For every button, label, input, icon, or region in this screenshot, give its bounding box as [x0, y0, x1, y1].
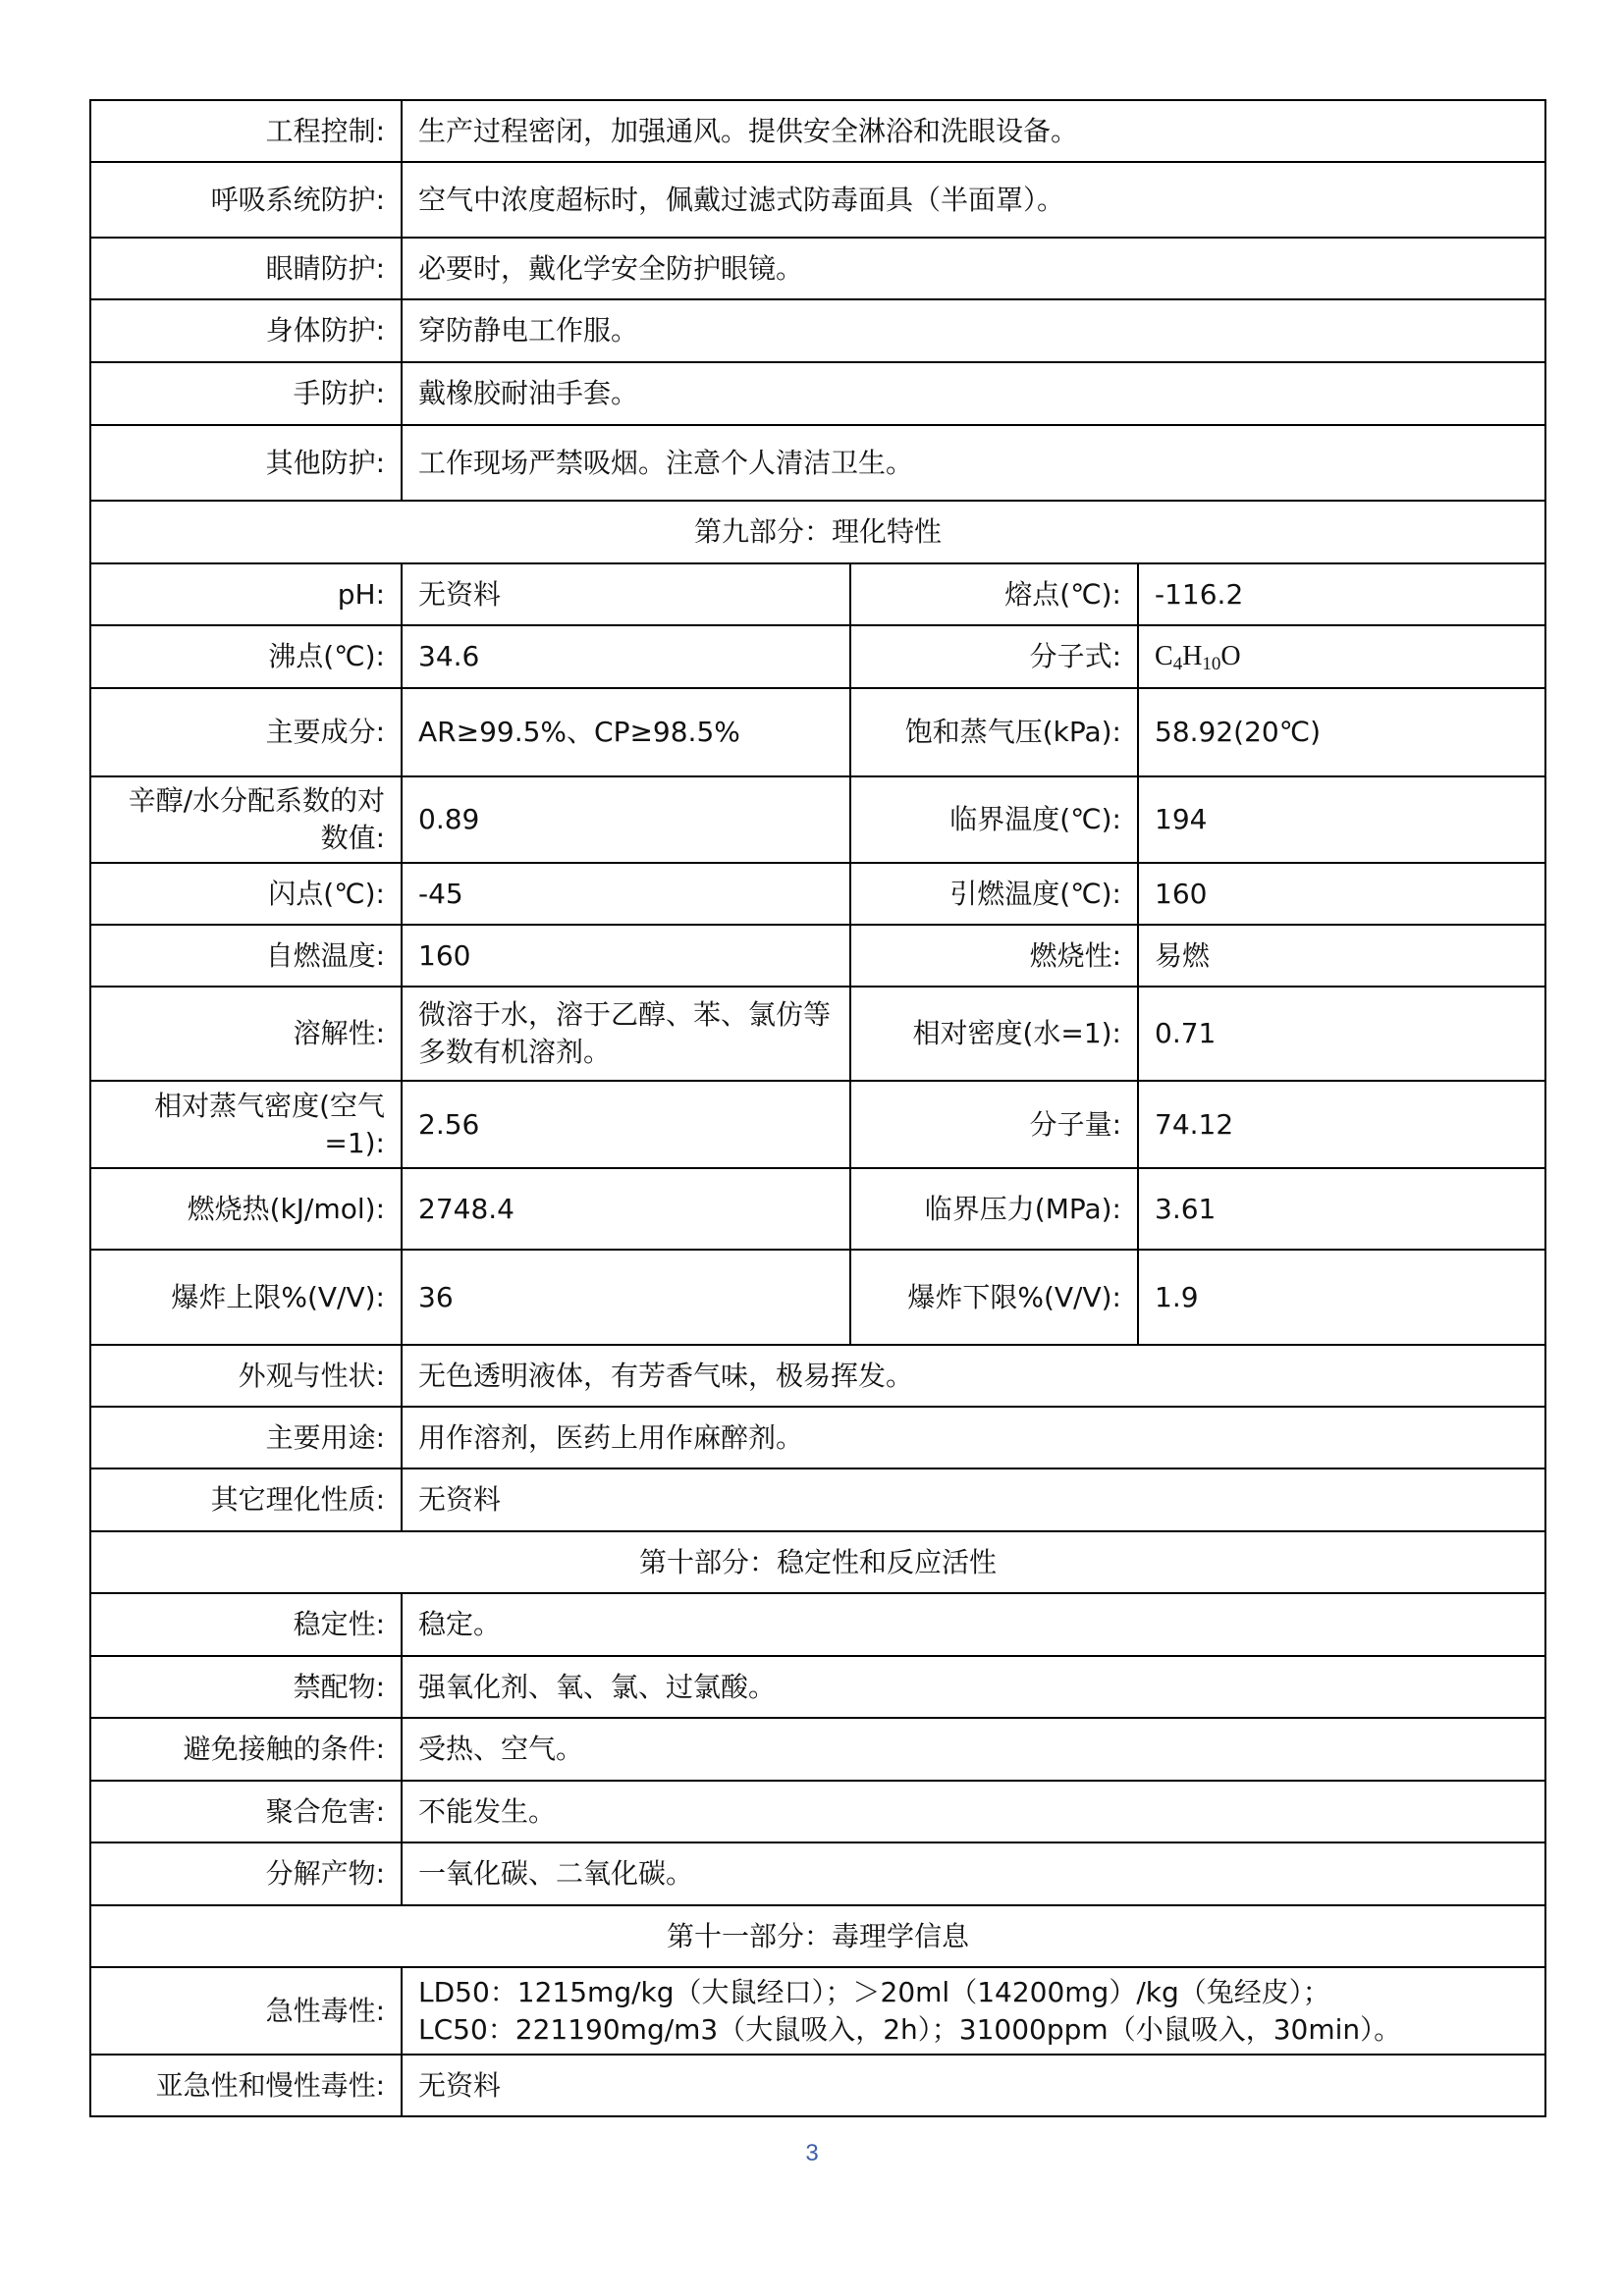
label-lower-explosive-limit: 爆炸下限%(V/V): — [850, 1250, 1138, 1345]
label-polymerization-hazard: 聚合危害: — [90, 1781, 402, 1842]
row-combustion-critical-pressure — [90, 1168, 1545, 1250]
value-engineering-control: 生产过程密闭，加强通风。提供安全淋浴和洗眼设备。 — [402, 100, 1545, 162]
row-stability — [90, 1593, 1545, 1656]
value-main-use: 用作溶剂，医药上用作麻醉剂。 — [402, 1407, 1545, 1468]
label-melting-point: 熔点(℃): — [850, 563, 1138, 625]
row-polymerization-hazard — [90, 1781, 1545, 1842]
label-flash-point: 闪点(℃): — [90, 863, 402, 925]
label-appearance: 外观与性状: — [90, 1345, 402, 1407]
row-decomposition-products — [90, 1842, 1545, 1905]
label-main-use: 主要用途: — [90, 1407, 402, 1468]
label-subchronic-toxicity: 亚急性和慢性毒性: — [90, 2055, 402, 2116]
row-subchronic-toxicity — [90, 2055, 1545, 2116]
label-main-components: 主要成分: — [90, 688, 402, 776]
value-avoid-conditions: 受热、空气。 — [402, 1718, 1545, 1781]
value-eye-protection: 必要时，戴化学安全防护眼镜。 — [402, 238, 1545, 299]
value-upper-explosive-limit: 36 — [402, 1250, 850, 1345]
acute-toxicity-ld50: LD50：1215mg/kg（大鼠经口）；＞20ml（14200mg）/kg（兔经皮）； — [418, 1975, 1330, 2008]
row-solubility-density — [90, 987, 1545, 1081]
value-hand-protection: 戴橡胶耐油手套。 — [402, 362, 1545, 425]
value-respiratory-protection: 空气中浓度超标时，佩戴过滤式防毒面具（半面罩）。 — [402, 162, 1545, 238]
row-logkow-critical-temp — [90, 776, 1545, 863]
msds-table — [89, 99, 1546, 2117]
label-relative-density: 相对密度(水=1): — [850, 987, 1138, 1081]
label-respiratory-protection: 呼吸系统防护: — [90, 162, 402, 238]
value-acute-toxicity — [402, 1967, 1545, 2055]
value-ph: 无资料 — [402, 563, 850, 625]
label-acute-toxicity: 急性毒性: — [90, 1967, 402, 2055]
value-relative-density: 0.71 — [1138, 987, 1545, 1081]
value-flammability: 易燃 — [1138, 925, 1545, 987]
label-upper-explosive-limit: 爆炸上限%(V/V): — [90, 1250, 402, 1345]
value-decomposition-products: 一氧化碳、二氧化碳。 — [402, 1842, 1545, 1905]
value-vapor-density: 2.56 — [402, 1081, 850, 1168]
value-body-protection: 穿防静电工作服。 — [402, 299, 1545, 362]
label-flammability: 燃烧性: — [850, 925, 1138, 987]
row-hand-protection — [90, 362, 1545, 425]
page-number: 3 — [805, 2140, 819, 2166]
value-critical-pressure: 3.61 — [1138, 1168, 1545, 1250]
row-explosive-limits — [90, 1250, 1545, 1345]
row-components-vapor-pressure — [90, 688, 1545, 776]
label-ph: pH: — [90, 563, 402, 625]
section11-title: 第十一部分：毒理学信息 — [90, 1905, 1545, 1967]
row-other-protection — [90, 425, 1545, 501]
row-body-protection — [90, 299, 1545, 362]
label-body-protection: 身体防护: — [90, 299, 402, 362]
value-polymerization-hazard: 不能发生。 — [402, 1781, 1545, 1842]
value-autoignition-temperature: 160 — [402, 925, 850, 987]
row-avoid-conditions — [90, 1718, 1545, 1781]
value-stability: 稳定。 — [402, 1593, 1545, 1656]
row-main-use — [90, 1407, 1545, 1468]
value-lower-explosive-limit: 1.9 — [1138, 1250, 1545, 1345]
value-incompatible-materials: 强氧化剂、氧、氯、过氯酸。 — [402, 1656, 1545, 1718]
value-solubility: 微溶于水，溶于乙醇、苯、氯仿等多数有机溶剂。 — [402, 987, 850, 1081]
value-molecular-weight: 74.12 — [1138, 1081, 1545, 1168]
section9-title: 第九部分：理化特性 — [90, 501, 1545, 563]
label-hand-protection: 手防护: — [90, 362, 402, 425]
label-ignition-temperature: 引燃温度(℃): — [850, 863, 1138, 925]
value-subchronic-toxicity: 无资料 — [402, 2055, 1545, 2116]
value-other-properties: 无资料 — [402, 1468, 1545, 1531]
label-molecular-formula: 分子式: — [850, 625, 1138, 688]
label-engineering-control: 工程控制: — [90, 100, 402, 162]
acute-toxicity-lc50: LC50：221190mg/m3（大鼠吸入，2h）；31000ppm（小鼠吸入，30min）。 — [418, 2012, 1402, 2046]
label-log-kow: 辛醇/水分配系数的对数值: — [90, 776, 402, 863]
label-boiling-point: 沸点(℃): — [90, 625, 402, 688]
row-acute-toxicity — [90, 1967, 1545, 2055]
label-heat-of-combustion: 燃烧热(kJ/mol): — [90, 1168, 402, 1250]
value-ignition-temperature: 160 — [1138, 863, 1545, 925]
label-critical-pressure: 临界压力(MPa): — [850, 1168, 1138, 1250]
label-other-properties: 其它理化性质: — [90, 1468, 402, 1531]
value-boiling-point: 34.6 — [402, 625, 850, 688]
label-vapor-pressure: 饱和蒸气压(kPa): — [850, 688, 1138, 776]
row-incompatible-materials — [90, 1656, 1545, 1718]
value-melting-point: -116.2 — [1138, 563, 1545, 625]
row-flash-ignition — [90, 863, 1545, 925]
row-appearance — [90, 1345, 1545, 1407]
label-incompatible-materials: 禁配物: — [90, 1656, 402, 1718]
label-solubility: 溶解性: — [90, 987, 402, 1081]
section9-header-row — [90, 501, 1545, 563]
row-autoignition-flammability — [90, 925, 1545, 987]
row-eye-protection — [90, 238, 1545, 299]
section11-header-row — [90, 1905, 1545, 1967]
value-heat-of-combustion: 2748.4 — [402, 1168, 850, 1250]
label-decomposition-products: 分解产物: — [90, 1842, 402, 1905]
value-molecular-formula: $C_4H_{10}O$ — [1138, 625, 1545, 688]
value-flash-point: -45 — [402, 863, 850, 925]
section10-title: 第十部分：稳定性和反应活性 — [90, 1531, 1545, 1593]
row-vapor-density-molweight — [90, 1081, 1545, 1168]
label-eye-protection: 眼睛防护: — [90, 238, 402, 299]
row-other-properties — [90, 1468, 1545, 1531]
label-critical-temperature: 临界温度(℃): — [850, 776, 1138, 863]
row-engineering-control — [90, 100, 1545, 162]
label-molecular-weight: 分子量: — [850, 1081, 1138, 1168]
value-other-protection: 工作现场严禁吸烟。注意个人清洁卫生。 — [402, 425, 1545, 501]
value-log-kow: 0.89 — [402, 776, 850, 863]
row-ph-melting — [90, 563, 1545, 625]
label-avoid-conditions: 避免接触的条件: — [90, 1718, 402, 1781]
value-critical-temperature: 194 — [1138, 776, 1545, 863]
row-respiratory-protection — [90, 162, 1545, 238]
row-boiling-formula — [90, 625, 1545, 688]
label-stability: 稳定性: — [90, 1593, 402, 1656]
label-vapor-density: 相对蒸气密度(空气=1): — [90, 1081, 402, 1168]
value-main-components: AR≥99.5%、CP≥98.5% — [402, 688, 850, 776]
section10-header-row — [90, 1531, 1545, 1593]
label-other-protection: 其他防护: — [90, 425, 402, 501]
value-appearance: 无色透明液体，有芳香气味，极易挥发。 — [402, 1345, 1545, 1407]
value-vapor-pressure: 58.92(20℃) — [1138, 688, 1545, 776]
label-autoignition-temperature: 自燃温度: — [90, 925, 402, 987]
